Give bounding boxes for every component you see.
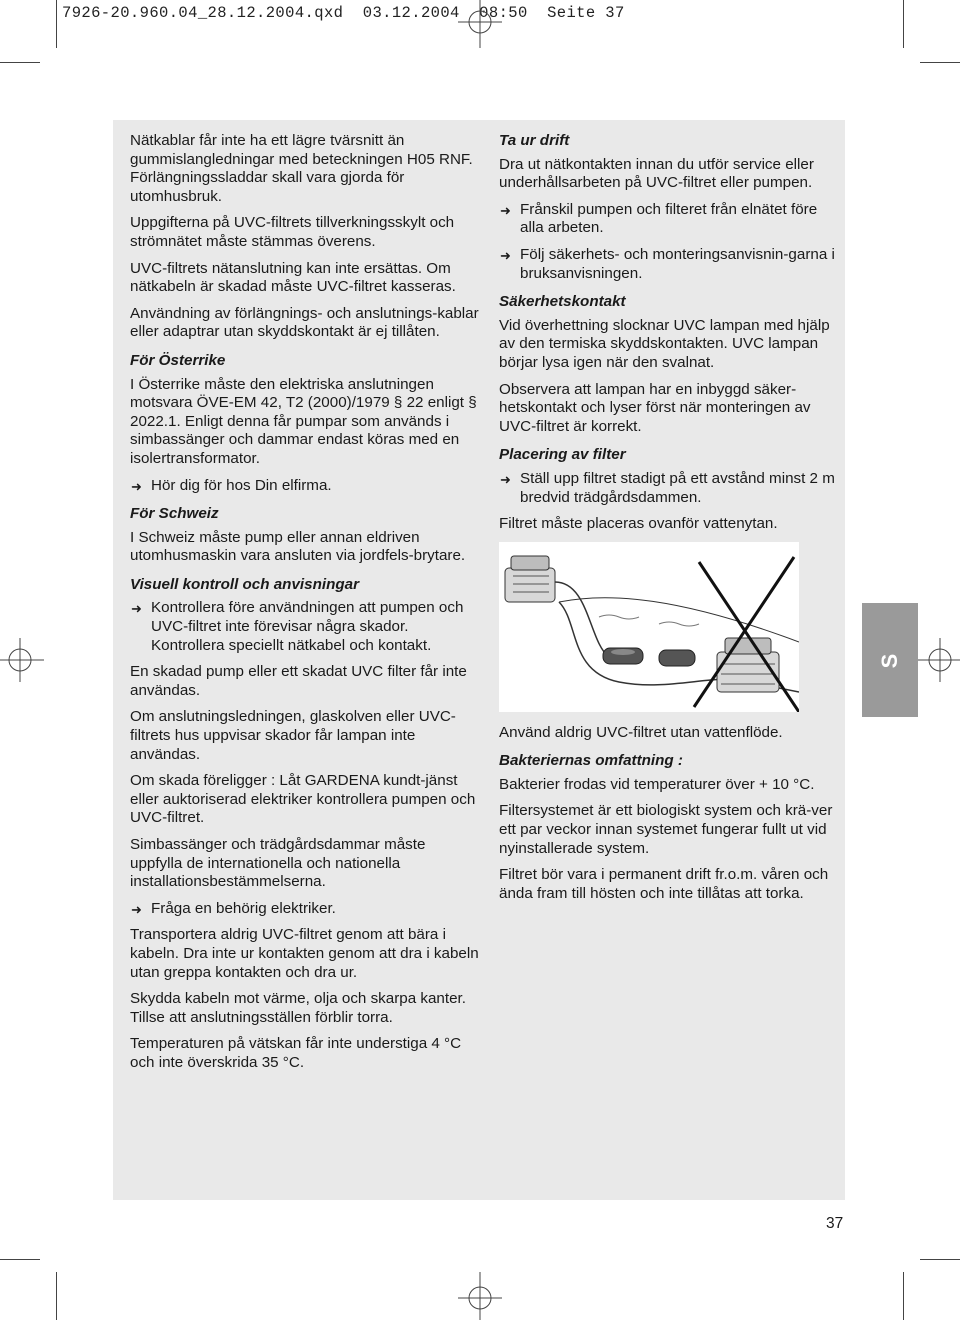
placement-illustration xyxy=(499,542,799,712)
austria-bullet xyxy=(130,477,480,496)
switzerland-heading: För Schweiz xyxy=(130,505,219,523)
bacteria-heading: Bakteriernas omfattning : xyxy=(499,752,683,770)
arrow-icon: ➜ xyxy=(131,601,142,617)
temperature-text: Temperaturen på vätskan får inte understiga 4 °C och inte överskrida 35 °C. xyxy=(130,1035,462,1071)
mains-connection-text: UVC-filtrets nätanslutning kan inte ersättas. Om nätkabeln är skadad måste UVC-filtret kasseras. xyxy=(130,259,456,296)
disconnect-bullet xyxy=(499,201,839,238)
permanent-operation-text: Filtret bör vara i permanent drift fr.o.m. våren och ända fram till hösten och inte tillåtas att torka. xyxy=(499,866,829,902)
content-panel xyxy=(113,120,845,1200)
arrow-icon: ➜ xyxy=(131,901,142,917)
damaged-pump-text: En skadad pump eller ett skadat UVC filter får inte användas. xyxy=(130,663,467,699)
crop-mark xyxy=(56,0,57,48)
above-water-text: Filtret måste placeras ovanför vattenytan. xyxy=(499,515,778,533)
print-header: 7926-20.960.04_28.12.2004.qxd 03.12.2004 08:50 Seite 37 xyxy=(62,4,625,22)
visual-check-bullet xyxy=(130,599,480,655)
switzerland-text: I Schweiz måste pump eller annan eldriven utomhusmaskin vara ansluten via jordfels-brytare. xyxy=(130,528,466,565)
placement-bullet xyxy=(499,470,839,507)
installation-rules-text: Simbassänger och trädgårdsdammar måste uppfylla de internationella och nationella installationsbestämmelserna. xyxy=(130,836,426,891)
filter-box-correct xyxy=(505,556,555,602)
service-text: Om skada föreligger : Låt GARDENA kundt-jänst eller auktoriserad elektriker kontrollera pumpen och UVC-filtret. xyxy=(130,772,476,827)
language-tab-label: S xyxy=(877,653,902,669)
crop-mark xyxy=(0,62,40,63)
cable-protection-text: Skydda kabeln mot värme, olja och skarpa kanter. Tillse att anslutningsställen förblir torra. xyxy=(130,990,466,1026)
safety-instructions-bullet-text: Följ säkerhets- och monteringsanvisnin-garna i bruksanvisningen. xyxy=(520,245,835,282)
austria-heading: För Österrike xyxy=(130,351,226,369)
registration-mark-right xyxy=(916,638,960,682)
biological-system-text: Filtersystemet är ett biologiskt system och krä-ver ett par veckor innan systemet fungerar fullt ut vid nyinstallerade system. xyxy=(499,802,833,857)
page-number: 37 xyxy=(826,1215,844,1232)
crop-mark xyxy=(56,1272,57,1320)
crop-mark xyxy=(920,62,960,63)
arrow-icon: ➜ xyxy=(500,202,511,218)
visual-check-heading: Visuell kontroll och anvisningar xyxy=(130,575,359,593)
registration-mark-top xyxy=(458,0,502,48)
language-tab xyxy=(862,603,918,717)
safety-switch-text: Observera att lampan har en inbyggd säker-hetskontakt och lyser först när monteringen av UVC-filtret är korrekt. xyxy=(499,380,811,435)
extension-cable-text: Användning av förlängnings- och anslutnings-kablar eller adaptrar utan skyddskontakt är ej tillåten. xyxy=(130,304,479,341)
crop-mark xyxy=(903,1272,904,1320)
austria-bullet-text: Hör dig för hos Din elfirma. xyxy=(151,476,332,494)
right-column xyxy=(499,132,839,911)
transport-text: Transportera aldrig UVC-filtret genom att bära i kabeln. Dra inte ur kontakten genom att dra i kabeln utan greppa kontakten och dra ur. xyxy=(130,926,479,981)
decommission-heading: Ta ur drift xyxy=(499,132,570,149)
safety-contact-heading: Säkerhetskontakt xyxy=(499,293,626,311)
placement-heading: Placering av filter xyxy=(499,446,626,464)
crop-mark xyxy=(0,1259,40,1260)
rating-plate-text: Uppgifterna på UVC-filtrets tillverkningsskylt och strömnätet måste stämmas överens. xyxy=(130,214,455,250)
crop-mark xyxy=(920,1259,960,1260)
electrician-bullet-text: Fråga en behörig elektriker. xyxy=(151,899,336,917)
registration-mark-bottom xyxy=(458,1272,502,1320)
left-column xyxy=(130,132,480,1081)
filter-box-wrong xyxy=(717,638,779,692)
damaged-housing-text: Om anslutningsledningen, glaskolven eller UVC-filtrets hus uppvisar skador får lampan inte användas. xyxy=(130,708,456,763)
pump-icon xyxy=(603,648,643,664)
overheating-text: Vid överhettning slocknar UVC lampan med hjälp av den termiska skyddskontakten. UVC lampan börjar lysa igen när den svalnat. xyxy=(499,316,830,371)
electrician-bullet xyxy=(130,900,480,919)
crop-mark xyxy=(903,0,904,48)
decommission-text: Dra ut nätkontakten innan du utför service eller underhållsarbeten på UVC-filtret eller pumpen. xyxy=(499,155,814,192)
placement-bullet-text: Ställ upp filtret stadigt på ett avstånd minst 2 m bredvid trädgårdsdammen. xyxy=(520,469,835,506)
arrow-icon: ➜ xyxy=(500,247,511,263)
registration-mark-left xyxy=(0,638,44,682)
visual-check-bullet-text: Kontrollera före användningen att pumpen och UVC-filtret inte förevisar några skador. Kontrollera speciellt nätkabel och kontakt. xyxy=(151,599,464,654)
safety-instructions-bullet xyxy=(499,246,839,283)
illustration-caption: Använd aldrig UVC-filtret utan vattenflöde. xyxy=(499,723,783,741)
austria-text: I Österrike måste den elektriska anslutningen motsvara ÖVE-EM 42, T2 (2000)/1979 § 22 enligt § 2022.1. Enligt denna får pumpar som används i simbassänger och dammar endast köras med en isolertransformator. xyxy=(130,375,477,467)
bacteria-temperature-text: Bakterier frodas vid temperaturer över + 10 °C. xyxy=(499,775,815,793)
disconnect-bullet-text: Frånskil pumpen och filteret från elnätet före alla arbeten. xyxy=(520,200,818,237)
arrow-icon: ➜ xyxy=(131,478,142,494)
arrow-icon: ➜ xyxy=(500,471,511,487)
cable-section-text: Nätkablar får inte ha ett lägre tvärsnitt än gummislangledningar med beteckningen H05 RNF. Förlängningssladdar skall vara gjorda för utomhusbruk. xyxy=(130,132,473,205)
